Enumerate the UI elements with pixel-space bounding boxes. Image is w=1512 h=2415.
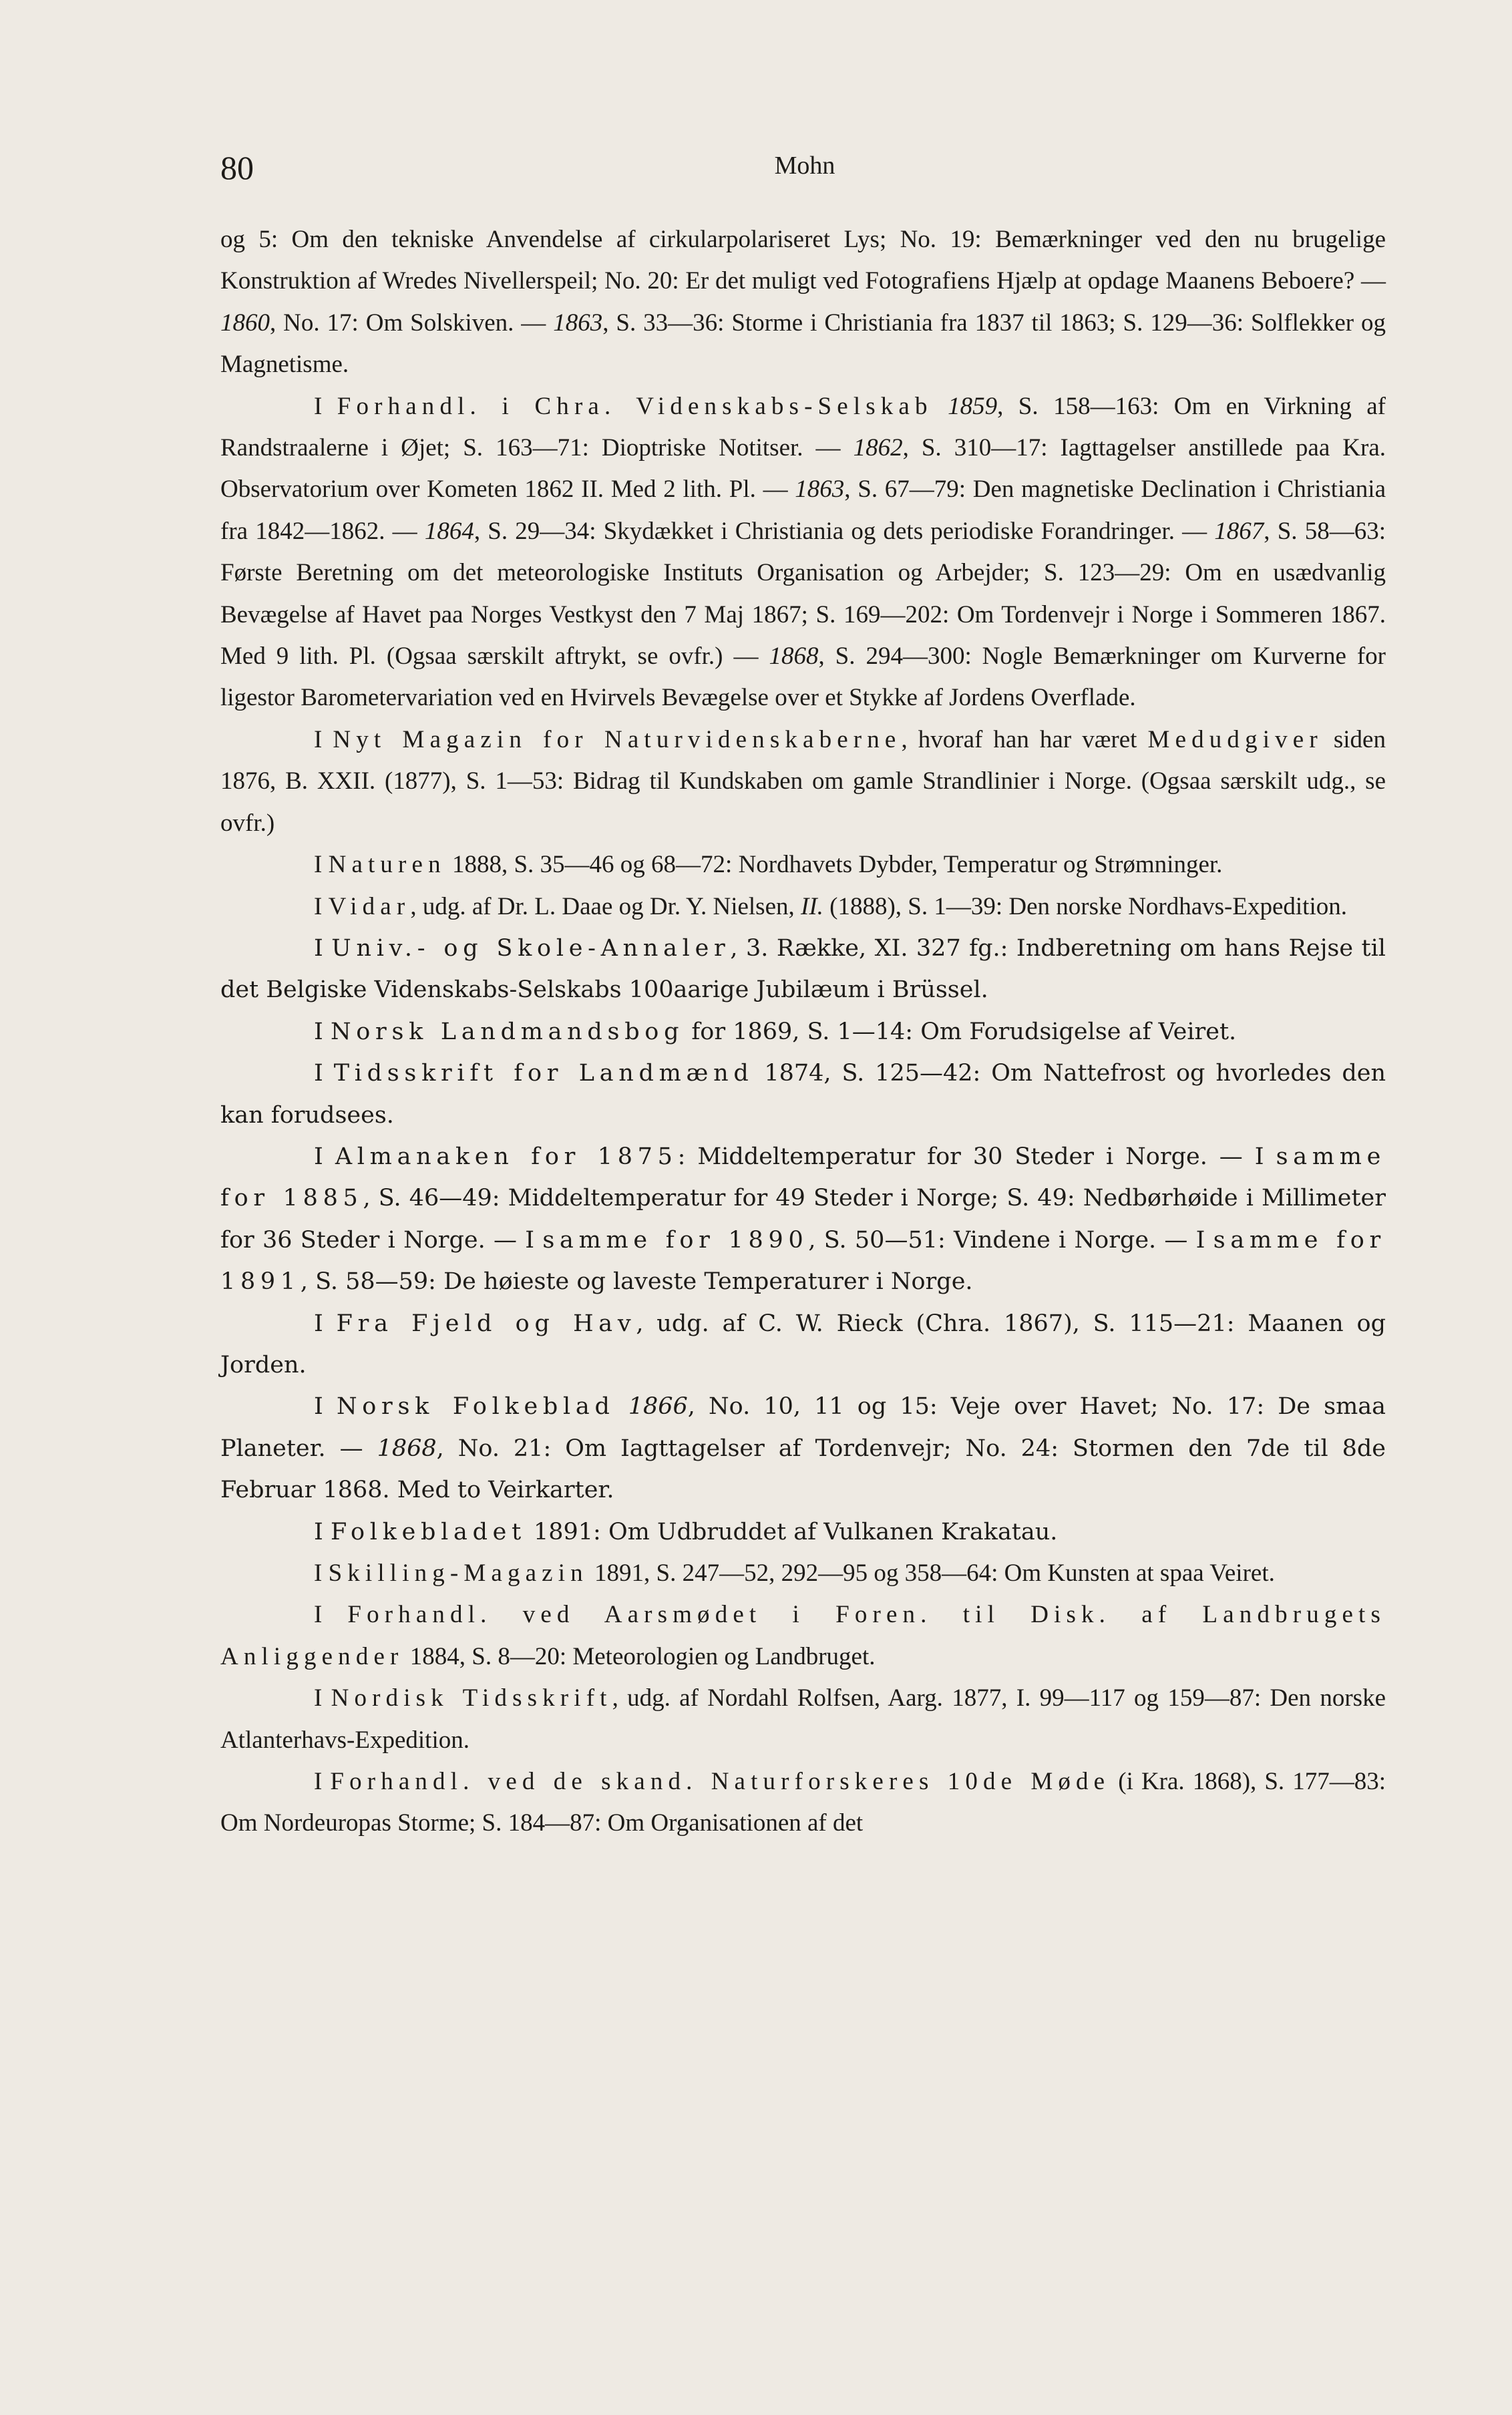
text-run: , udg. af C. W. Rieck (Chra. 1867), S. 115—21: Maanen og Jorden. bbox=[220, 1310, 1386, 1378]
text-run: , No. 21: Om Iagttagelser af Tordenvejr; No. 24: Stormen den 7de til 8de Februar 1868. Med to Veirkarter. bbox=[220, 1435, 1386, 1504]
text-run bbox=[615, 1393, 628, 1420]
spaced-title: Naturen bbox=[328, 851, 446, 879]
spaced-title: Fra Fjeld og Hav bbox=[336, 1310, 636, 1337]
spaced-title: samme for 1885 bbox=[220, 1143, 1386, 1212]
text-run: I bbox=[314, 1060, 334, 1087]
text-run: I bbox=[314, 1518, 331, 1545]
text-run: , udg. af Dr. L. Daae og Dr. Y. Nielsen, bbox=[410, 892, 801, 920]
text-run: , udg. af Nordahl Rolfsen, Aarg. 1877, I. 99—117 og 159—87: Den norske Atlanterhavs-Expedition. bbox=[220, 1684, 1386, 1754]
text-run: I bbox=[314, 1559, 329, 1587]
text-run: , No. 10, 11 og 15: Veje over Havet; No. 17: De smaa Planeter. — bbox=[220, 1393, 1386, 1462]
bibliography-paragraph bbox=[220, 844, 1386, 886]
page-number: 80 bbox=[220, 149, 254, 186]
spaced-title: Tidsskrift for Landmænd bbox=[333, 1060, 754, 1087]
bibliography-paragraph bbox=[220, 1136, 1386, 1303]
spaced-title: Forhandl. ved de skand. Naturforskeres 10de Møde bbox=[330, 1768, 1111, 1796]
spaced-title: Norsk Landmandsbog bbox=[330, 1018, 685, 1045]
bibliography-paragraph bbox=[220, 1303, 1386, 1386]
text-run: 1874, S. 125—42: Om Nattefrost og hvorledes den kan forudsees. bbox=[220, 1060, 1386, 1129]
text-run: I bbox=[314, 1143, 335, 1170]
bibliography-paragraph bbox=[220, 386, 1386, 719]
text-run: I bbox=[314, 1601, 348, 1629]
text-run: , S. 310—17: Iagttagelser anstillede paa Kra. Observatorium over Kometen 1862 II. Med 2 lith. Pl. — bbox=[220, 434, 1386, 504]
bibliography-paragraph bbox=[220, 219, 1386, 386]
spaced-title: Skilling-Magazin bbox=[328, 1559, 588, 1587]
italic-year: 1862 bbox=[853, 434, 903, 462]
bibliography-paragraph bbox=[220, 928, 1386, 1011]
text-run: , S. 58—59: De høieste og laveste Temperaturer i Norge. bbox=[300, 1268, 973, 1296]
text-run: og 5: Om den tekniske Anvendelse af cirkularpolariseret Lys; No. 19: Bemærkninger ved den nu brugelige Konstruktion af Wredes Nivellerspeil; No. 20: Er det muligt ved Fotografiens Hjælp at opdage Maanens Beboere? — bbox=[220, 226, 1386, 295]
bibliography-paragraph bbox=[220, 1553, 1386, 1594]
text-run: , S. 58—63: Første Beretning om det meteorologiske Instituts Organisation og Arbejder; S. 123—29: Om en usædvanlig Bevægelse af Havet paa Norges Vestkyst den 7 Maj 1867; S. 169—202: Om Tordenvejr i Norge i Sommeren 1867. Med 9 lith. Pl. (Ogsaa særskilt aftrykt, se ovfr.) — bbox=[220, 517, 1386, 671]
bibliography-paragraph bbox=[220, 1386, 1386, 1511]
spaced-title: Nordisk Tidsskrift bbox=[331, 1684, 612, 1712]
spaced-title: Univ.- og Skole-Annaler bbox=[331, 934, 731, 962]
text-run: for 1869, S. 1—14: Om Forudsigelse af Veiret. bbox=[684, 1018, 1237, 1045]
text-run: I bbox=[314, 1768, 331, 1796]
italic-year: 1860 bbox=[220, 309, 270, 337]
bibliography-paragraph bbox=[220, 719, 1386, 844]
italic-year: 1866 bbox=[628, 1393, 688, 1421]
italic-year: 1863 bbox=[795, 476, 845, 504]
page-header bbox=[220, 148, 1389, 195]
bibliography-paragraph bbox=[220, 1594, 1386, 1678]
italic-year: 1863 bbox=[553, 309, 603, 337]
italic-year: 1868 bbox=[769, 642, 819, 671]
italic-year: 1868 bbox=[377, 1435, 437, 1462]
bibliography-paragraph bbox=[220, 1053, 1386, 1136]
text-run: , S. 158—163: Om en Virkning af Randstraalerne i Øjet; S. 163—71: Dioptriske Notitser. — bbox=[220, 392, 1386, 462]
text-run: , 3. Række, XI. 327 fg.: Indberetning om hans Rejse til det Belgiske Videnskabs-Selskabs 100aarige Jubilæum i Brüssel. bbox=[220, 934, 1386, 1004]
spaced-title: Medudgiver bbox=[1147, 725, 1323, 753]
bibliography-paragraph bbox=[220, 886, 1386, 928]
text-run: I bbox=[314, 1684, 331, 1712]
text-run: , S. 46—49: Middeltemperatur for 49 Steder i Norge; S. 49: Nedbørhøide i Millimeter for 36 Steder i Norge. — I bbox=[220, 1185, 1386, 1254]
text-run: I bbox=[314, 392, 337, 420]
spaced-title: samme for 1890 bbox=[542, 1226, 809, 1254]
text-run: , S. 67—79: Den magnetiske Declination i Christiania fra 1842—1862. — bbox=[220, 476, 1386, 545]
text-run: I bbox=[314, 1310, 337, 1337]
bibliography-paragraph bbox=[220, 1678, 1386, 1761]
text-run: (1888), S. 1—39: Den norske Nordhavs-Expedition. bbox=[823, 892, 1347, 920]
bibliography-paragraph bbox=[220, 1011, 1386, 1053]
bibliography-paragraph bbox=[220, 1761, 1386, 1845]
text-run: , No. 17: Om Solskiven. — bbox=[270, 309, 554, 337]
text-run: 1891, S. 247—52, 292—95 og 358—64: Om Kunsten at spaa Veiret. bbox=[588, 1559, 1275, 1587]
text-run: , S. 29—34: Skydækket i Christiania og dets periodiske Forandringer. — bbox=[474, 517, 1215, 545]
text-run: 1884, S. 8—20: Meteorologien og Landbruget. bbox=[403, 1642, 876, 1670]
text-run: , S. 50—51: Vindene i Norge. — I bbox=[808, 1226, 1213, 1254]
text-run: (i Kra. 1868), S. 177—83: Om Nordeuropas Storme; S. 184—87: Om Organisationen af det bbox=[220, 1768, 1386, 1837]
text-run: I bbox=[314, 1393, 337, 1421]
text-run: I bbox=[314, 892, 329, 920]
spaced-title: Forhandl. i Chra. Videnskabs-Selskab bbox=[337, 392, 933, 420]
bibliography-paragraph bbox=[220, 1511, 1386, 1553]
text-run: I bbox=[314, 1018, 331, 1045]
text-run bbox=[933, 393, 948, 420]
text-run: : Middeltemperatur for 30 Steder i Norge. — I bbox=[677, 1143, 1276, 1170]
italic-year: 1864 bbox=[424, 517, 474, 545]
text-run: I bbox=[314, 725, 333, 753]
spaced-title: Folkebladet bbox=[330, 1518, 526, 1545]
text-run: 1888, S. 35—46 og 68—72: Nordhavets Dybder, Temperatur og Strømninger. bbox=[445, 851, 1223, 879]
text-run: I bbox=[314, 851, 329, 879]
italic-year: 1859 bbox=[948, 392, 998, 420]
spaced-title: samme for 1891 bbox=[220, 1226, 1386, 1296]
text-run: I bbox=[314, 934, 332, 962]
text-run: , hvoraf han har været bbox=[901, 725, 1148, 753]
spaced-title: Norsk Folkeblad bbox=[336, 1393, 615, 1421]
spaced-title: Forhandl. ved Aarsmødet i Foren. til Disk. af Landbrugets Anliggender bbox=[220, 1601, 1386, 1670]
text-run: , S. 33—36: Storme i Christiania fra 1837 til 1863; S. 129—36: Solflekker og Magnetisme. bbox=[220, 309, 1386, 379]
spaced-title: Vidar bbox=[328, 892, 411, 920]
spaced-title: Nyt Magazin for Naturvidenskaberne bbox=[333, 725, 902, 753]
italic-year: 1867 bbox=[1214, 517, 1264, 545]
running-head: Mohn bbox=[774, 152, 835, 180]
bibliography-text bbox=[220, 219, 1386, 1845]
spaced-title: Almanaken for 1875 bbox=[335, 1143, 678, 1170]
text-run: 1891: Om Udbruddet af Vulkanen Krakatau. bbox=[526, 1518, 1058, 1545]
italic-year: II. bbox=[801, 892, 823, 920]
text-run: siden 1876, B. XXII. (1877), S. 1—53: Bidrag til Kundskaben om gamle Strandlinier i Norge. (Ogsaa særskilt udg., se ovfr.) bbox=[220, 725, 1386, 837]
text-run: , S. 294—300: Nogle Bemærkninger om Kurverne for ligestor Barometervariation ved en Hvirvels Bevægelse over et Stykke af Jordens Overflade. bbox=[220, 642, 1386, 712]
